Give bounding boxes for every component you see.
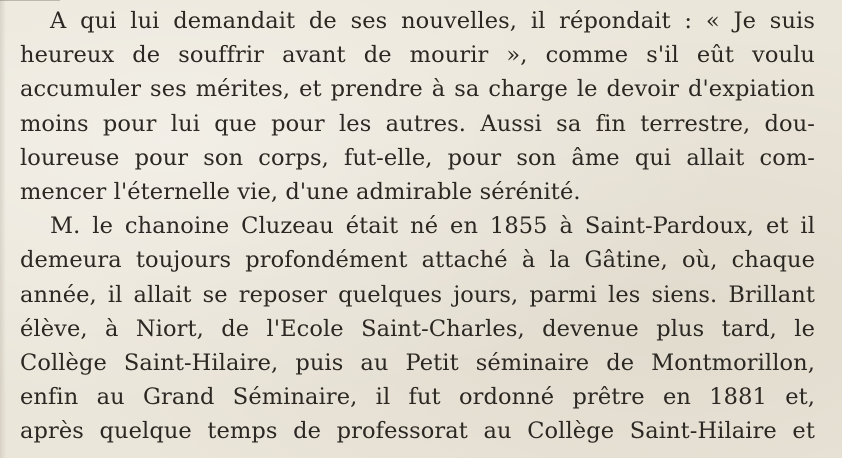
text-line: M. le chanoine Cluzeau était né en 1855 à Saint-Pardoux, et il bbox=[50, 213, 815, 240]
text-body bbox=[20, 4, 815, 448]
page-edge-shadow bbox=[0, 0, 6, 458]
text-line: moins pour lui que pour les autres. Aussi sa fin terrestre, dou- bbox=[20, 110, 815, 137]
text-line: accumuler ses mérites, et prendre à sa charge le devoir d'expiation bbox=[20, 76, 815, 103]
text-line: année, il allait se reposer quelques jours, parmi les siens. Brillant bbox=[20, 281, 815, 308]
text-line: heureux de souffrir avant de mourir », comme s'il eût voulu bbox=[20, 42, 815, 69]
text-line: élève, à Niort, de l'Ecole Saint-Charles, devenue plus tard, le bbox=[20, 315, 815, 342]
text-line: loureuse pour son corps, fut-elle, pour son âme qui allait com- bbox=[20, 144, 815, 171]
text-line: demeura toujours profondément attaché à la Gâtine, où, chaque bbox=[20, 247, 815, 274]
text-line: A qui lui demandait de ses nouvelles, il répondait : « Je suis bbox=[50, 8, 815, 34]
text-line: mencer l'éternelle vie, d'une admirable sérénité. bbox=[20, 178, 581, 205]
text-line: Collège Saint-Hilaire, puis au Petit séminaire de Montmorillon, bbox=[20, 349, 815, 376]
text-line: enfin au Grand Séminaire, il fut ordonné prêtre en 1881 et, bbox=[20, 384, 815, 411]
paragraph-1 bbox=[20, 4, 815, 209]
text-line: après quelque temps de professorat au Collège Saint-Hilaire et bbox=[20, 418, 815, 445]
paragraph-2 bbox=[20, 209, 815, 448]
